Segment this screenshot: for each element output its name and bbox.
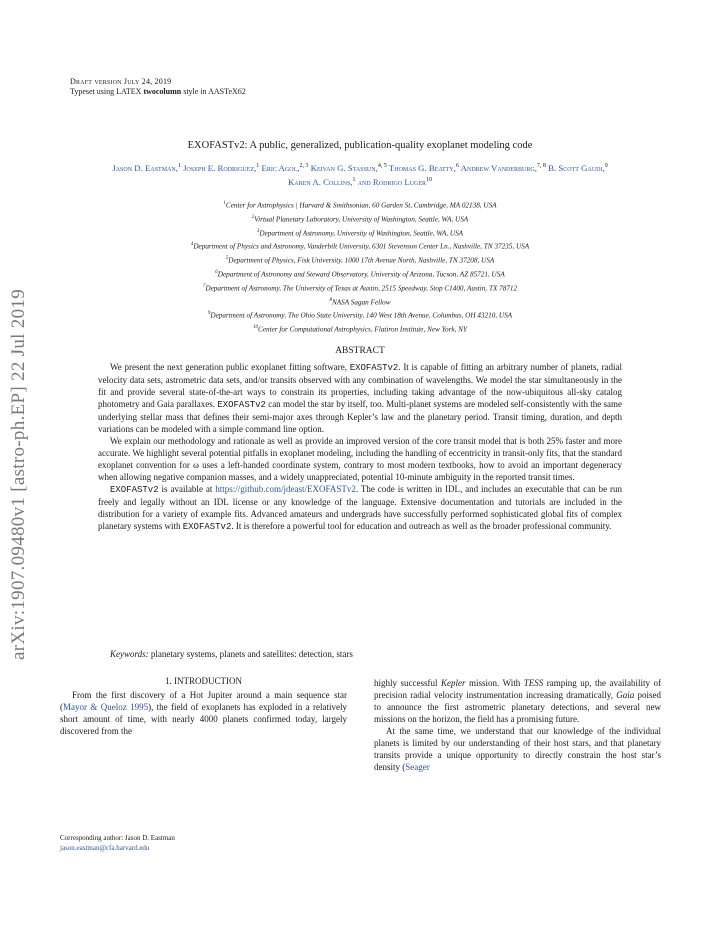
citation-link[interactable]: Seager xyxy=(405,762,430,772)
keywords-text: planetary systems, planets and satellites: detection, stars xyxy=(148,649,353,659)
author-list xyxy=(100,160,620,188)
text-run: We present the next generation public exoplanet fitting software, xyxy=(110,362,350,372)
code-name: EXOFASTv2 xyxy=(110,485,159,495)
author-link[interactable]: Andrew Vanderburg, xyxy=(460,162,537,173)
text-run: poised to announce the first astrometric planetary detections, and several new missions on the horizon, the field has a promising future. xyxy=(374,690,662,724)
code-name: EXOFASTv2 xyxy=(349,363,399,373)
affil-text: Department of Astronomy, The University of Texas at Austin, 2515 Speedway, Stop C1400, Austin, TX 78712 xyxy=(205,284,518,293)
section-heading: 1. INTRODUCTION xyxy=(165,676,242,686)
text-run: . It is therefore a powerful tool for education and outreach as well as the broader professional community. xyxy=(231,521,612,531)
affiliation xyxy=(90,267,630,281)
affil-text: Department of Astronomy, The Ohio State University, 140 West 18th Avenue, Columbus, OH 43210, USA xyxy=(210,311,513,320)
affiliation xyxy=(90,322,630,336)
text-run: . It is capable of fitting an arbitrary number of planets, radial velocity data sets, astrometric data sets, and/or transits observed with any combination of wavelengths. We model the star simultaneously in the fit and provide several state-of-the-art ways to constrain its properties, including taking advantage of the now-ubiquitous all-sky catalog photometry and Gaia parallaxes. xyxy=(98,362,622,409)
affil-mark: 10 xyxy=(426,176,433,183)
latex-logo: LATEX xyxy=(116,87,142,96)
affil-mark: 9 xyxy=(604,163,608,169)
affil-number: 5 xyxy=(225,256,229,262)
affil-text: Department of Astronomy, University of Washington, Seattle, WA, USA xyxy=(259,228,464,237)
draft-version: Draft version July 24, 2019 xyxy=(70,77,172,86)
text-run: ), the field of exoplanets has exploded in a relatively short amount of time, with nearly 4000 planets confirmed today, largely discovered from the xyxy=(60,702,348,736)
affil-mark: 6 xyxy=(455,163,459,169)
author-link[interactable]: Eric Agol, xyxy=(261,162,300,173)
keywords xyxy=(110,649,353,659)
abstract-body xyxy=(98,361,622,533)
mission-name: Gaia xyxy=(616,690,635,700)
author-link[interactable]: B. Scott Gaudi, xyxy=(548,162,605,173)
author-link[interactable]: Keivan G. Stassun, xyxy=(310,162,378,173)
affil-number: 3 xyxy=(256,228,260,234)
affil-mark: 1 xyxy=(256,163,260,169)
typeset-line xyxy=(70,87,246,97)
text-run: mission. With xyxy=(465,678,524,688)
affil-number: 6 xyxy=(215,269,218,275)
typeset-post: style in AASTeX62 xyxy=(183,87,246,96)
paper-title: EXOFASTv2: A public, generalized, publication-quality exoplanet modeling code xyxy=(187,140,533,151)
keywords-label: Keywords: xyxy=(110,649,149,659)
affiliation xyxy=(90,198,630,212)
affil-number: 7 xyxy=(202,283,206,289)
affiliation xyxy=(90,239,630,253)
affil-text: Virtual Planetary Laboratory, University of Washington, Seattle, WA, USA xyxy=(254,215,469,224)
right-column xyxy=(374,677,661,773)
abstract-paragraph xyxy=(98,361,622,435)
author-link[interactable]: Jason D. Eastman, xyxy=(112,162,178,173)
abstract-paragraph: We explain our methodology and rationale as well as provide an improved version of the core transit model that is both 25% faster and more accurate. We highlight several potential pitfalls in exoplanet modeling, including the handling of eccentricity in transit-only fits, that the standard exoplanet convention for ω uses a left-handed coordinate system, contrary to most modern textbooks, how to avoid an important degeneracy when allowing negative companion masses, and a widely unappreciated, potential 10-minute ambiguity in the reported transit times. xyxy=(98,436,622,482)
text-run: highly successful xyxy=(374,678,441,688)
affil-number: 8 xyxy=(329,297,332,303)
affiliation-list xyxy=(90,198,630,336)
affil-mark: 1 xyxy=(352,176,356,183)
mission-name: TESS xyxy=(523,678,544,688)
typeset-bold: twocolumn xyxy=(143,87,182,96)
affil-text: Department of Astronomy and Steward Observatory, University of Arizona, Tucson, AZ 85721, USA xyxy=(217,270,505,279)
affil-text: Center for Astrophysics | Harvard & Smithsonian, 60 Garden St, Cambridge, MA 02138, USA xyxy=(225,201,497,210)
author-link[interactable]: Thomas G. Beatty, xyxy=(388,162,456,173)
author-link[interactable]: Joseph E. Rodriguez, xyxy=(183,162,257,173)
affil-mark: 1 xyxy=(177,163,181,169)
intro-paragraph xyxy=(60,689,347,737)
email-link[interactable]: jason.eastman@cfa.harvard.edu xyxy=(60,844,150,852)
intro-paragraph xyxy=(374,677,661,725)
affil-text: Department of Physics, Fisk University, 1000 17th Avenue North, Nashville, TN 37208, USA xyxy=(228,256,495,265)
affiliation xyxy=(90,226,630,240)
typeset-pre: Typeset using xyxy=(70,87,117,96)
affil-text: NASA Sagan Fellow xyxy=(331,297,391,306)
author-link[interactable]: Rodrigo Luger xyxy=(372,176,427,187)
affiliation xyxy=(90,308,630,322)
affil-number: 4 xyxy=(190,242,194,248)
author-and: and xyxy=(357,176,371,187)
affil-number: 2 xyxy=(251,214,255,220)
affil-mark: 7, 8 xyxy=(536,163,546,169)
affil-text: Department of Physics and Astronomy, Vanderbilt University, 6301 Stevenson Center Ln., Nashville, TN 37235, USA xyxy=(193,242,530,251)
affil-text: Center for Computational Astrophysics, Flatiron Institute, New York, NY xyxy=(258,325,467,334)
affil-number: 1 xyxy=(223,201,226,206)
corresponding-author: Corresponding author: Jason D. Eastman xyxy=(60,834,175,842)
affil-number: 9 xyxy=(207,311,211,317)
affiliation xyxy=(90,295,630,309)
text-run: can model the star by itself, too. Multi-planet systems are modeled self-consistently with the same underlying stellar mass that defines their semi-major axes through Kepler’s law and the planetary period. Transit timing, duration, and depth variations can be modeled with a simple command line option. xyxy=(98,399,622,434)
affiliation xyxy=(90,212,630,226)
github-link[interactable]: https://github.com/jdeast/EXOFASTv2 xyxy=(215,484,356,494)
left-column xyxy=(60,675,347,737)
intro-paragraph xyxy=(374,725,661,773)
affil-mark: 4, 5 xyxy=(377,163,387,169)
affil-number: 10 xyxy=(253,325,259,331)
mission-name: Kepler xyxy=(441,678,466,688)
author-link[interactable]: Karen A. Collins, xyxy=(287,176,353,187)
affiliation xyxy=(90,281,630,295)
corresponding-author-note xyxy=(60,833,175,853)
code-name: EXOFASTv2 xyxy=(217,400,266,410)
affil-mark: 2, 3 xyxy=(299,163,309,169)
running-header xyxy=(70,77,246,97)
citation-link[interactable]: Mayor & Queloz 1995 xyxy=(63,702,149,712)
arxiv-stamp: arXiv:1907.09480v1 [astro-ph.EP] 22 Jul 2019 xyxy=(8,289,29,660)
code-name: EXOFASTv2 xyxy=(182,522,232,532)
text-run: . The code is written in IDL, and includes an executable that can be run freely and legally without an IDL license or any knowledge of the language. Extensive documentation and tutorials are included in the distribution for a variety of example fits. Advanced amateurs and undergrads have successfully performed sophisticated global fits of complex planetary systems with xyxy=(98,484,622,531)
text-run: At the same time, we understand that our knowledge of the individual planets is limited by our understanding of their host stars, and that planetary transits provide a unique opportunity to directly constrain the host star’s density ( xyxy=(374,726,661,772)
text-run: ramping up, the availability of precision radial velocity instrumentation increasing dramatically, xyxy=(374,678,661,700)
affiliation xyxy=(90,253,630,267)
text-run: From the first discovery of a Hot Jupiter around a main sequence star ( xyxy=(60,690,347,712)
text-run: is available at xyxy=(158,484,216,494)
abstract-paragraph xyxy=(98,483,622,533)
abstract-heading: ABSTRACT xyxy=(335,346,385,356)
